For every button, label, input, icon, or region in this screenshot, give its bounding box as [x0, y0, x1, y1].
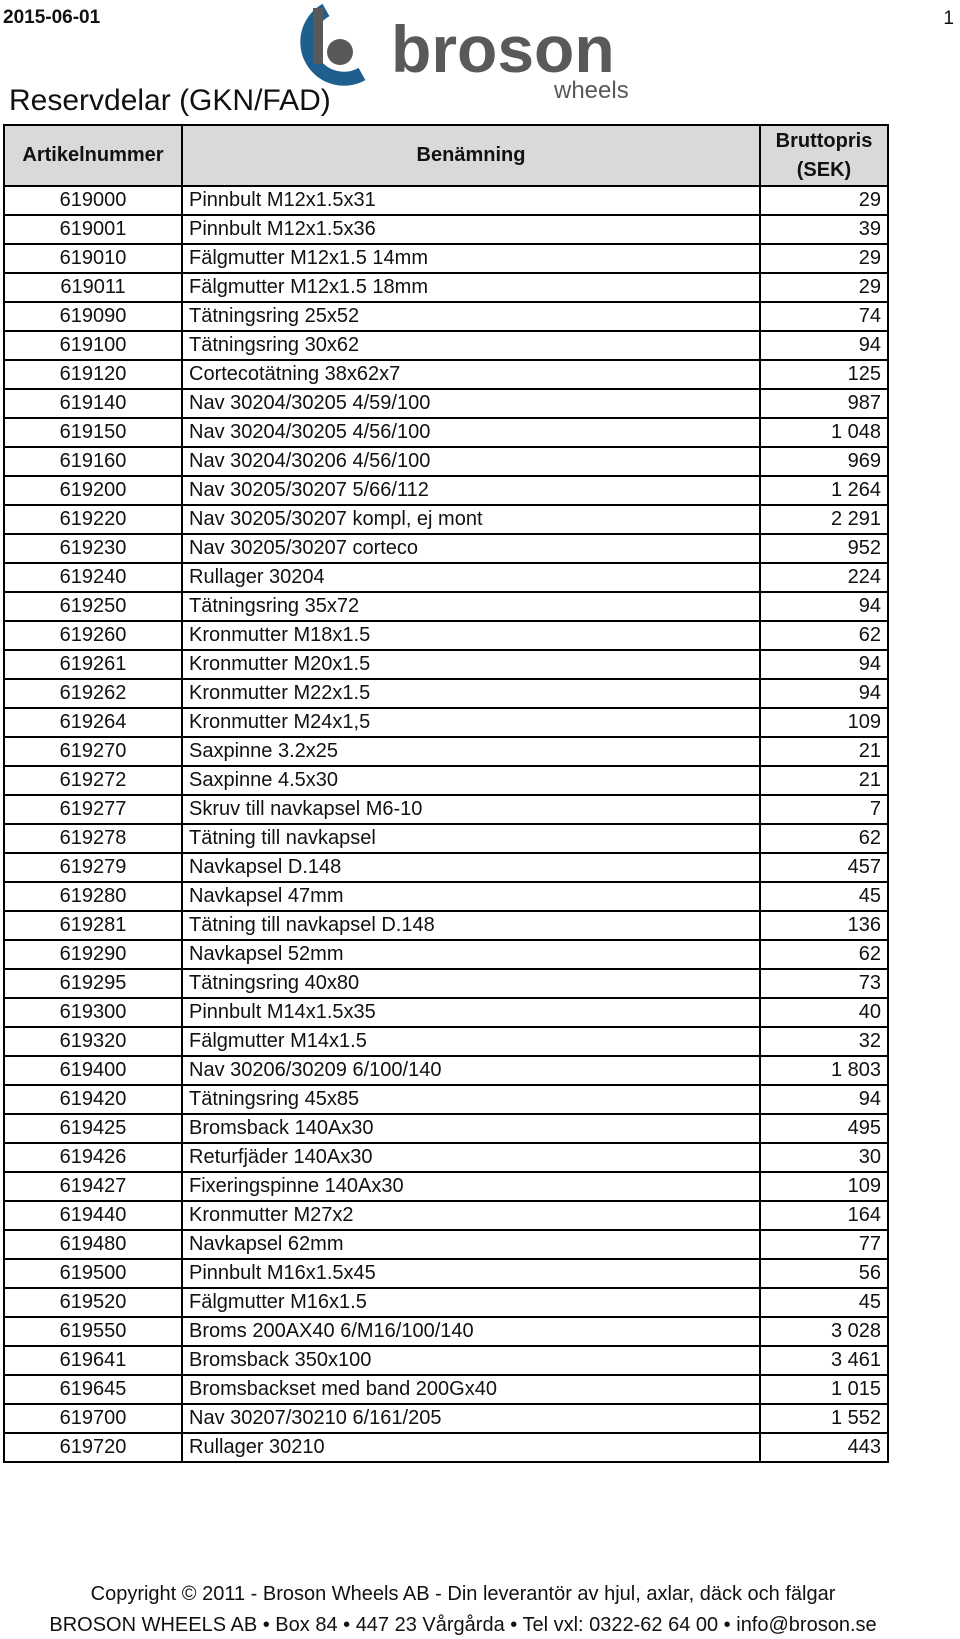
article-number-cell: 619220 — [4, 505, 182, 534]
price-cell: 62 — [760, 940, 888, 969]
price-cell: 952 — [760, 534, 888, 563]
article-number-cell: 619011 — [4, 273, 182, 302]
item-name-cell: Pinnbult M16x1.5x45 — [182, 1259, 760, 1288]
table-row — [4, 824, 888, 853]
item-name-cell: Kronmutter M18x1.5 — [182, 621, 760, 650]
article-number-cell: 619272 — [4, 766, 182, 795]
article-number-cell: 619001 — [4, 215, 182, 244]
article-number-cell: 619280 — [4, 882, 182, 911]
item-name-cell: Navkapsel D.148 — [182, 853, 760, 882]
article-number-cell: 619700 — [4, 1404, 182, 1433]
article-number-cell: 619295 — [4, 969, 182, 998]
table-row — [4, 766, 888, 795]
article-number-cell: 619270 — [4, 737, 182, 766]
article-number-cell: 619427 — [4, 1172, 182, 1201]
table-row — [4, 418, 888, 447]
price-cell: 77 — [760, 1230, 888, 1259]
table-row — [4, 650, 888, 679]
article-number-cell: 619279 — [4, 853, 182, 882]
article-number-cell: 619400 — [4, 1056, 182, 1085]
footer-copyright: Copyright © 2011 - Broson Wheels AB - Din leverantör av hjul, axlar, däck och fälgar — [90, 1583, 836, 1605]
article-number-cell: 619290 — [4, 940, 182, 969]
table-row — [4, 737, 888, 766]
price-cell: 136 — [760, 911, 888, 940]
article-number-cell: 619645 — [4, 1375, 182, 1404]
article-number-cell: 619000 — [4, 186, 182, 215]
table-row — [4, 1027, 888, 1056]
column-header-price — [760, 125, 888, 186]
table-row — [4, 534, 888, 563]
item-name-cell: Fälgmutter M16x1.5 — [182, 1288, 760, 1317]
article-number-cell: 619320 — [4, 1027, 182, 1056]
item-name-cell: Kronmutter M22x1.5 — [182, 679, 760, 708]
table-row — [4, 1259, 888, 1288]
price-cell: 164 — [760, 1201, 888, 1230]
table-row — [4, 1375, 888, 1404]
table-row — [4, 331, 888, 360]
article-number-cell: 619100 — [4, 331, 182, 360]
table-row — [4, 969, 888, 998]
table-row — [4, 679, 888, 708]
article-number-cell: 619262 — [4, 679, 182, 708]
table-row — [4, 1346, 888, 1375]
table-row — [4, 1317, 888, 1346]
item-name-cell: Tätningsring 40x80 — [182, 969, 760, 998]
price-cell: 457 — [760, 853, 888, 882]
article-number-cell: 619120 — [4, 360, 182, 389]
article-number-cell: 619720 — [4, 1433, 182, 1462]
item-name-cell: Rullager 30204 — [182, 563, 760, 592]
item-name-cell: Rullager 30210 — [182, 1433, 760, 1462]
article-number-cell: 619230 — [4, 534, 182, 563]
table-row — [4, 592, 888, 621]
table-row — [4, 1143, 888, 1172]
item-name-cell: Skruv till navkapsel M6-10 — [182, 795, 760, 824]
item-name-cell: Tätning till navkapsel D.148 — [182, 911, 760, 940]
price-cell: 29 — [760, 244, 888, 273]
item-name-cell: Nav 30207/30210 6/161/205 — [182, 1404, 760, 1433]
item-name-cell: Pinnbult M12x1.5x31 — [182, 186, 760, 215]
table-row — [4, 302, 888, 331]
table-row — [4, 1085, 888, 1114]
table-row — [4, 940, 888, 969]
article-number-cell: 619278 — [4, 824, 182, 853]
item-name-cell: Cortecotätning 38x62x7 — [182, 360, 760, 389]
article-number-cell: 619281 — [4, 911, 182, 940]
item-name-cell: Saxpinne 3.2x25 — [182, 737, 760, 766]
item-name-cell: Bromsbackset med band 200Gx40 — [182, 1375, 760, 1404]
price-cell: 94 — [760, 650, 888, 679]
table-row — [4, 1433, 888, 1462]
item-name-cell: Nav 30206/30209 6/100/140 — [182, 1056, 760, 1085]
price-cell: 74 — [760, 302, 888, 331]
price-cell: 73 — [760, 969, 888, 998]
price-cell: 1 015 — [760, 1375, 888, 1404]
table-row — [4, 1404, 888, 1433]
article-number-cell: 619426 — [4, 1143, 182, 1172]
table-row — [4, 708, 888, 737]
logo-wordmark: broson — [391, 12, 615, 86]
spare-parts-table — [3, 124, 889, 1463]
item-name-cell: Tätningsring 30x62 — [182, 331, 760, 360]
article-number-cell: 619160 — [4, 447, 182, 476]
price-cell: 39 — [760, 215, 888, 244]
item-name-cell: Navkapsel 52mm — [182, 940, 760, 969]
price-cell: 62 — [760, 621, 888, 650]
article-number-cell: 619641 — [4, 1346, 182, 1375]
price-cell: 1 803 — [760, 1056, 888, 1085]
article-number-cell: 619010 — [4, 244, 182, 273]
item-name-cell: Tätning till navkapsel — [182, 824, 760, 853]
item-name-cell: Pinnbult M12x1.5x36 — [182, 215, 760, 244]
price-cell: 1 264 — [760, 476, 888, 505]
article-number-cell: 619200 — [4, 476, 182, 505]
page-title: Reservdelar (GKN/FAD) — [9, 84, 331, 117]
article-number-cell: 619140 — [4, 389, 182, 418]
item-name-cell: Bromsback 350x100 — [182, 1346, 760, 1375]
item-name-cell: Kronmutter M24x1,5 — [182, 708, 760, 737]
table-row — [4, 853, 888, 882]
column-header-article: Artikelnummer — [4, 125, 182, 186]
article-number-cell: 619500 — [4, 1259, 182, 1288]
table-row — [4, 244, 888, 273]
price-cell: 29 — [760, 186, 888, 215]
price-cell: 495 — [760, 1114, 888, 1143]
table-row — [4, 1230, 888, 1259]
item-name-cell: Fälgmutter M14x1.5 — [182, 1027, 760, 1056]
article-number-cell: 619090 — [4, 302, 182, 331]
column-header-name: Benämning — [182, 125, 760, 186]
table-row — [4, 1288, 888, 1317]
price-cell: 62 — [760, 824, 888, 853]
item-name-cell: Tätningsring 45x85 — [182, 1085, 760, 1114]
table-row — [4, 505, 888, 534]
price-cell: 7 — [760, 795, 888, 824]
price-cell: 45 — [760, 1288, 888, 1317]
price-cell: 2 291 — [760, 505, 888, 534]
item-name-cell: Tätningsring 25x52 — [182, 302, 760, 331]
price-cell: 94 — [760, 592, 888, 621]
price-cell: 969 — [760, 447, 888, 476]
table-row — [4, 1114, 888, 1143]
broson-wheels-logo — [296, 2, 676, 102]
price-cell: 443 — [760, 1433, 888, 1462]
price-cell: 21 — [760, 737, 888, 766]
article-number-cell: 619261 — [4, 650, 182, 679]
article-number-cell: 619260 — [4, 621, 182, 650]
table-row — [4, 795, 888, 824]
item-name-cell: Fixeringspinne 140Ax30 — [182, 1172, 760, 1201]
table-row — [4, 911, 888, 940]
article-number-cell: 619420 — [4, 1085, 182, 1114]
logo-mark-icon — [296, 2, 676, 102]
table-row — [4, 998, 888, 1027]
table-body — [4, 186, 888, 1462]
item-name-cell: Returfjäder 140Ax30 — [182, 1143, 760, 1172]
price-cell: 94 — [760, 331, 888, 360]
table-row — [4, 476, 888, 505]
table-row — [4, 1056, 888, 1085]
price-cell: 32 — [760, 1027, 888, 1056]
table-row — [4, 215, 888, 244]
table-row — [4, 389, 888, 418]
price-cell: 21 — [760, 766, 888, 795]
price-cell: 224 — [760, 563, 888, 592]
item-name-cell: Navkapsel 62mm — [182, 1230, 760, 1259]
page-number: 1 — [943, 8, 954, 29]
item-name-cell: Pinnbult M14x1.5x35 — [182, 998, 760, 1027]
price-cell: 3 461 — [760, 1346, 888, 1375]
price-cell: 1 552 — [760, 1404, 888, 1433]
article-number-cell: 619480 — [4, 1230, 182, 1259]
table-row — [4, 621, 888, 650]
table-row — [4, 186, 888, 215]
table-row — [4, 563, 888, 592]
logo-subtext: wheels — [554, 77, 629, 102]
article-number-cell: 619264 — [4, 708, 182, 737]
article-number-cell: 619240 — [4, 563, 182, 592]
article-number-cell: 619550 — [4, 1317, 182, 1346]
item-name-cell: Nav 30204/30205 4/56/100 — [182, 418, 760, 447]
price-cell: 3 028 — [760, 1317, 888, 1346]
item-name-cell: Tätningsring 35x72 — [182, 592, 760, 621]
article-number-cell: 619300 — [4, 998, 182, 1027]
article-number-cell: 619440 — [4, 1201, 182, 1230]
price-cell: 125 — [760, 360, 888, 389]
table-row — [4, 1201, 888, 1230]
item-name-cell: Kronmutter M20x1.5 — [182, 650, 760, 679]
article-number-cell: 619520 — [4, 1288, 182, 1317]
price-cell: 40 — [760, 998, 888, 1027]
article-number-cell: 619277 — [4, 795, 182, 824]
table-row — [4, 882, 888, 911]
price-cell: 94 — [760, 679, 888, 708]
price-cell: 94 — [760, 1085, 888, 1114]
table-row — [4, 447, 888, 476]
table-header-row — [4, 125, 888, 186]
price-cell: 109 — [760, 708, 888, 737]
item-name-cell: Bromsback 140Ax30 — [182, 1114, 760, 1143]
item-name-cell: Nav 30205/30207 5/66/112 — [182, 476, 760, 505]
price-cell: 1 048 — [760, 418, 888, 447]
table-row — [4, 360, 888, 389]
item-name-cell: Nav 30204/30205 4/59/100 — [182, 389, 760, 418]
table-row — [4, 273, 888, 302]
item-name-cell: Fälgmutter M12x1.5 18mm — [182, 273, 760, 302]
price-header-line2: (SEK) — [796, 158, 852, 181]
item-name-cell: Broms 200AX40 6/M16/100/140 — [182, 1317, 760, 1346]
price-cell: 987 — [760, 389, 888, 418]
item-name-cell: Saxpinne 4.5x30 — [182, 766, 760, 795]
item-name-cell: Navkapsel 47mm — [182, 882, 760, 911]
price-cell: 109 — [760, 1172, 888, 1201]
article-number-cell: 619425 — [4, 1114, 182, 1143]
item-name-cell: Nav 30205/30207 corteco — [182, 534, 760, 563]
item-name-cell: Fälgmutter M12x1.5 14mm — [182, 244, 760, 273]
item-name-cell: Kronmutter M27x2 — [182, 1201, 760, 1230]
price-cell: 30 — [760, 1143, 888, 1172]
footer-contact: BROSON WHEELS AB • Box 84 • 447 23 Vårgårda • Tel vxl: 0322-62 64 00 • info@broson.se — [49, 1614, 877, 1636]
table-row — [4, 1172, 888, 1201]
item-name-cell: Nav 30205/30207 kompl, ej mont — [182, 505, 760, 534]
item-name-cell: Nav 30204/30206 4/56/100 — [182, 447, 760, 476]
price-cell: 29 — [760, 273, 888, 302]
price-header-line1: Bruttopris — [775, 129, 873, 152]
article-number-cell: 619250 — [4, 592, 182, 621]
article-number-cell: 619150 — [4, 418, 182, 447]
document-date: 2015-06-01 — [3, 7, 101, 28]
price-cell: 45 — [760, 882, 888, 911]
price-cell: 56 — [760, 1259, 888, 1288]
